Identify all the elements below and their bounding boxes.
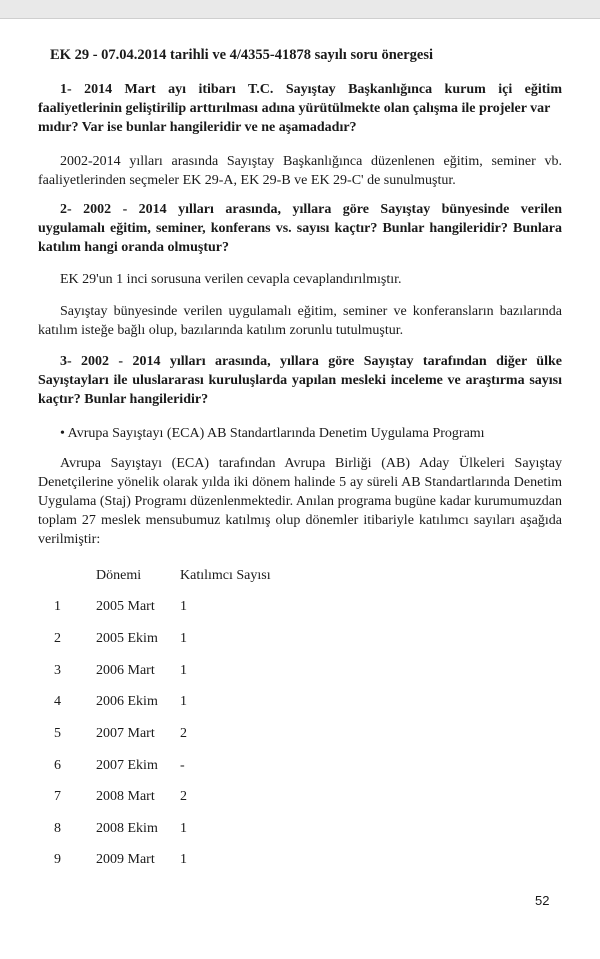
answer-2b-line-1: Sayıştay bünyesinde verilen uygulamalı eğitim, seminer ve konferansların bazılarında xyxy=(60,304,562,319)
row-period: 2005 Mart xyxy=(96,599,155,614)
question-1-line-2: faaliyetlerinin geliştirilip arttırılması adına yürütülmekte olan çalışma ile projeler var xyxy=(38,101,551,116)
row-period: 2006 Ekim xyxy=(96,694,158,709)
eca-paragraph-line-3: Uygulama (Staj) Programı düzenlenmektedir. Anılan programa bugüne kadar kurumumuzdan xyxy=(38,494,562,509)
answer-2: EK 29'un 1 inci sorusuna verilen cevapla cevaplandırılmıştır. xyxy=(60,272,402,287)
row-number: 8 xyxy=(54,821,61,836)
eca-paragraph-line-4: toplam 27 meslek mensubumuz katılmış olup dönemler itibariyle katılımcı sayıları aşağıda xyxy=(38,513,562,528)
row-count: 2 xyxy=(180,789,187,804)
row-period: 2007 Ekim xyxy=(96,758,158,773)
row-count: 1 xyxy=(180,852,187,867)
eca-paragraph-line-2: Denetçilerine yönelik olarak yılda iki dönem halinde 5 ay süreli AB Standartlarında Denetim xyxy=(38,475,562,490)
row-number: 1 xyxy=(54,599,61,614)
question-1-line-3: mıdır? Var ise bunlar hangileridir ve ne aşamadadır? xyxy=(38,120,357,135)
question-3-line-3: kaçtır? Bunlar hangileridir? xyxy=(38,392,209,407)
table-row xyxy=(0,629,600,648)
answer-1-line-1: 2002-2014 yılları arasında Sayıştay Başkanlığınca düzenlenen eğitim, seminer vb. xyxy=(60,154,562,169)
document-title: EK 29 - 07.04.2014 tarihli ve 4/4355-41878 sayılı soru önergesi xyxy=(50,47,434,63)
row-count: 1 xyxy=(180,663,187,678)
table-row xyxy=(0,724,600,743)
page-number: 52 xyxy=(535,893,550,908)
table-header-count: Katılımcı Sayısı xyxy=(180,568,271,583)
question-2-line-2: uygulamalı eğitim, seminer, konferans vs. sayısı kaçtır? Bunlar hangileridir? Bunlara xyxy=(38,221,562,236)
question-2-line-1: 2- 2002 - 2014 yılları arasında, yıllara göre Sayıştay bünyesinde verilen xyxy=(60,202,562,217)
table-row xyxy=(0,597,600,616)
eca-paragraph-line-5: verilmiştir: xyxy=(38,532,101,547)
row-number: 7 xyxy=(54,789,61,804)
eca-paragraph-line-1: Avrupa Sayıştayı (ECA) tarafından Avrupa Birliği (AB) Aday Ülkeleri Sayıştay xyxy=(60,456,562,471)
row-count: 2 xyxy=(180,726,187,741)
row-count: - xyxy=(180,758,185,773)
table-row xyxy=(0,787,600,806)
row-number: 4 xyxy=(54,694,61,709)
table-row xyxy=(0,661,600,680)
row-number: 6 xyxy=(54,758,61,773)
row-number: 2 xyxy=(54,631,61,646)
row-count: 1 xyxy=(180,694,187,709)
question-3-line-2: Sayıştayları ile uluslararası kuruluşlarda yapılan mesleki inceleme ve araştırma sayısı xyxy=(38,373,562,388)
table-row xyxy=(0,850,600,869)
table-row xyxy=(0,819,600,838)
table-header-period: Dönemi xyxy=(96,568,142,583)
row-period: 2009 Mart xyxy=(96,852,155,867)
row-number: 3 xyxy=(54,663,61,678)
row-period: 2008 Ekim xyxy=(96,821,158,836)
row-period: 2007 Mart xyxy=(96,726,155,741)
bullet-eca-program: • Avrupa Sayıştayı (ECA) AB Standartlarında Denetim Uygulama Programı xyxy=(60,426,485,441)
question-1-line-1: 1- 2014 Mart ayı itibarı T.C. Sayıştay Başkanlığınca kurum içi eğitim xyxy=(60,82,562,97)
row-count: 1 xyxy=(180,599,187,614)
row-number: 9 xyxy=(54,852,61,867)
row-count: 1 xyxy=(180,631,187,646)
answer-1-line-2: faaliyetlerinden seçmeler EK 29-A, EK 29-B ve EK 29-C' de sunulmuştur. xyxy=(38,173,456,188)
answer-2b-line-2: katılım isteğe bağlı olup, bazılarında katılım zorunlu tutulmuştur. xyxy=(38,323,404,338)
table-row xyxy=(0,756,600,775)
question-2-line-3: katılım hangi oranda olmuştur? xyxy=(38,240,229,255)
table-row xyxy=(0,692,600,711)
row-count: 1 xyxy=(180,821,187,836)
question-3-line-1: 3- 2002 - 2014 yılları arasında, yıllara göre Sayıştay tarafından diğer ülke xyxy=(60,354,562,369)
row-period: 2005 Ekim xyxy=(96,631,158,646)
row-period: 2008 Mart xyxy=(96,789,155,804)
row-period: 2006 Mart xyxy=(96,663,155,678)
row-number: 5 xyxy=(54,726,61,741)
